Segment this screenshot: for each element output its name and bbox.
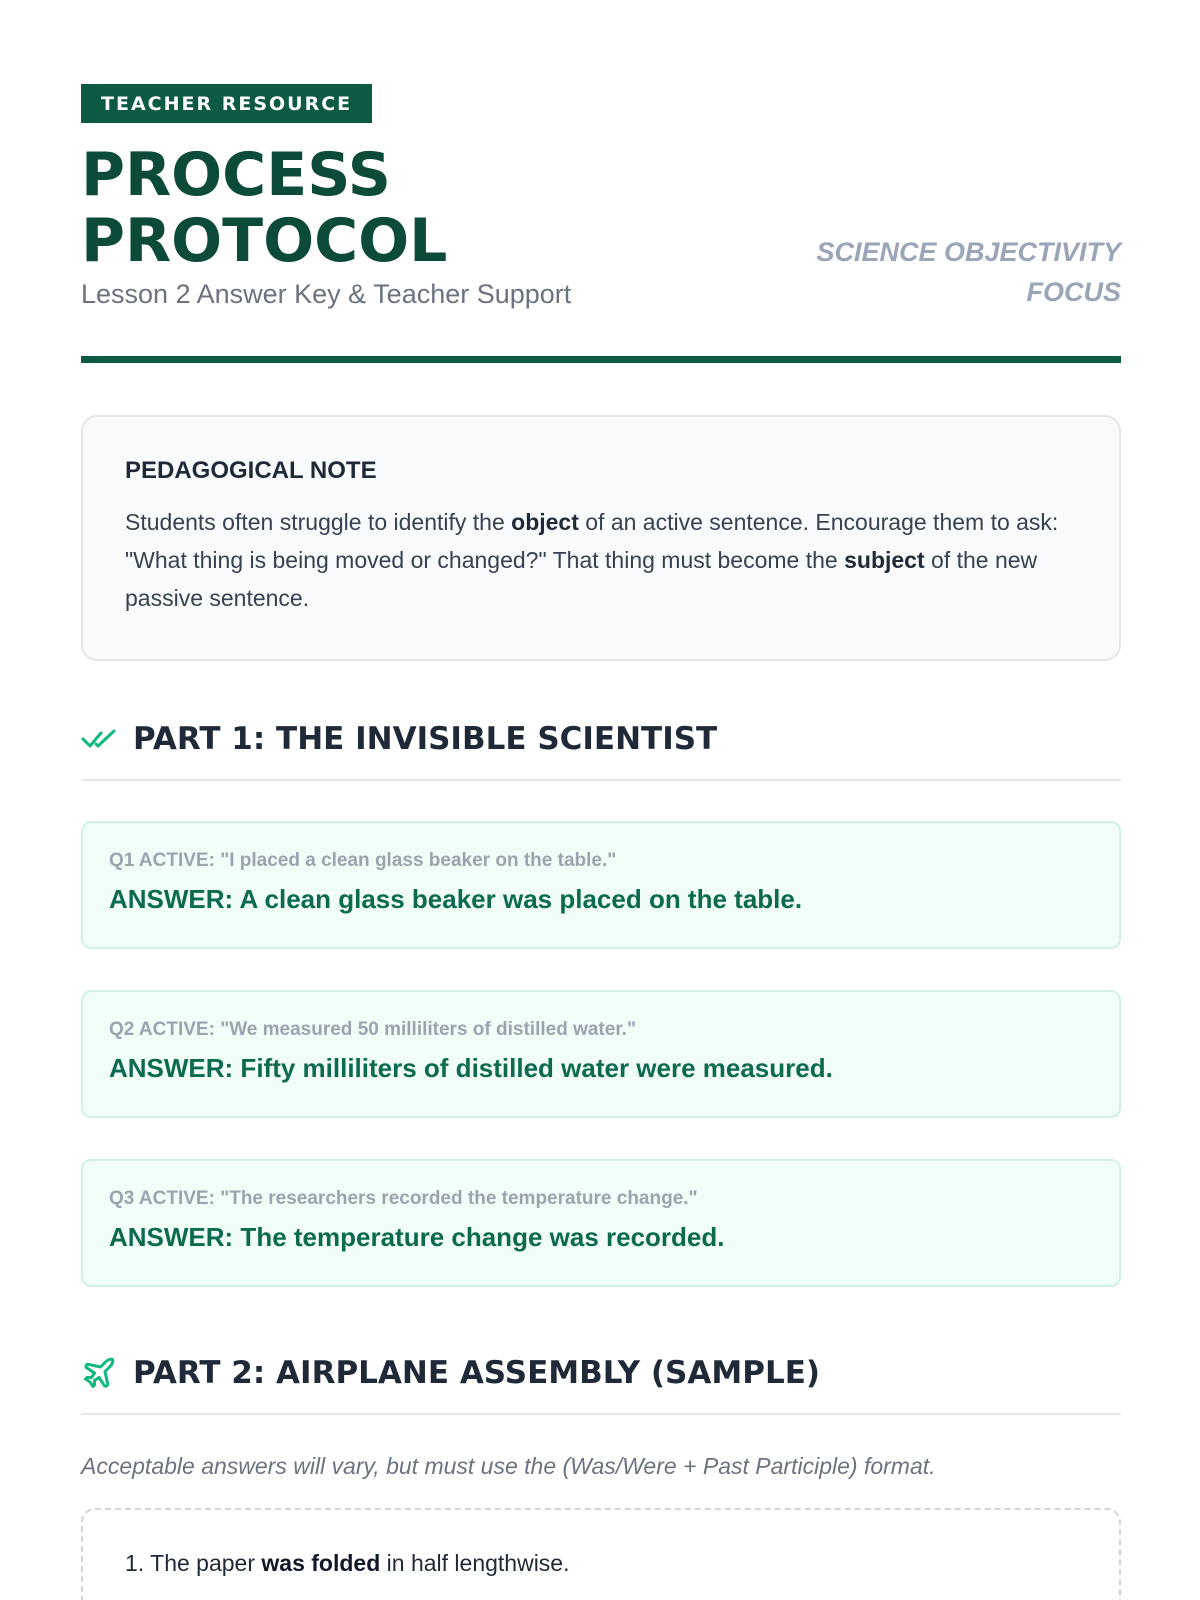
note-text-part-2: of an active sentence. Encourage them to ask: "What thing is being moved or changed?" That thing must become the — [125, 509, 1059, 573]
question-text: Q2 ACTIVE: "We measured 50 milliliters of distilled water." — [109, 1019, 636, 1040]
sample-prefix: 1. The paper — [125, 1550, 262, 1576]
note-bold-object: object — [511, 509, 579, 535]
answer-card-q3 — [81, 1159, 1121, 1287]
document-page — [81, 84, 1121, 1600]
sample-answer-box — [81, 1508, 1121, 1600]
teacher-resource-badge: TEACHER RESOURCE — [81, 84, 372, 123]
answer-text: ANSWER: A clean glass beaker was placed on the table. — [109, 884, 803, 914]
document-header — [81, 84, 1121, 356]
sample-answer-item — [125, 1550, 1077, 1577]
airplane-icon — [81, 1355, 117, 1391]
question-text: Q3 ACTIVE: "The researchers recorded the temperature change." — [109, 1188, 698, 1209]
note-text-part-3: of the new passive sentence. — [125, 547, 1038, 611]
part2-title: PART 2: AIRPLANE ASSEMBLY (SAMPLE) — [133, 1355, 821, 1391]
answer-card-q2 — [81, 990, 1121, 1118]
part2-heading — [81, 1355, 1121, 1415]
header-divider — [81, 356, 1121, 363]
part1-title: PART 1: THE INVISIBLE SCIENTIST — [133, 721, 718, 757]
note-bold-subject: subject — [844, 547, 925, 573]
note-text — [125, 503, 1077, 617]
sample-suffix: in half lengthwise. — [380, 1550, 570, 1576]
part1-heading — [81, 721, 1121, 781]
answer-text: ANSWER: The temperature change was recorded. — [109, 1222, 725, 1252]
note-heading: PEDAGOGICAL NOTE — [125, 457, 377, 484]
part2-instructions: Acceptable answers will vary, but must use the (Was/Were + Past Participle) format. — [81, 1453, 936, 1479]
focus-label — [816, 232, 1121, 312]
answer-card-q1 — [81, 821, 1121, 949]
focus-line-1: SCIENCE OBJECTIVITY — [816, 237, 1121, 267]
double-check-icon — [81, 728, 117, 750]
focus-line-2: FOCUS — [1026, 277, 1121, 307]
pedagogical-note — [81, 415, 1121, 661]
title-line-1: PROCESS — [81, 140, 391, 210]
answer-text: ANSWER: Fifty milliliters of distilled water were measured. — [109, 1053, 833, 1083]
question-text: Q1 ACTIVE: "I placed a clean glass beaker on the table." — [109, 850, 617, 871]
page-subtitle: Lesson 2 Answer Key & Teacher Support — [81, 279, 572, 309]
title-line-2: PROTOCOL — [81, 206, 448, 276]
sample-bold-verb: was folded — [261, 1550, 381, 1576]
note-text-part-1: Students often struggle to identify the — [125, 509, 512, 535]
